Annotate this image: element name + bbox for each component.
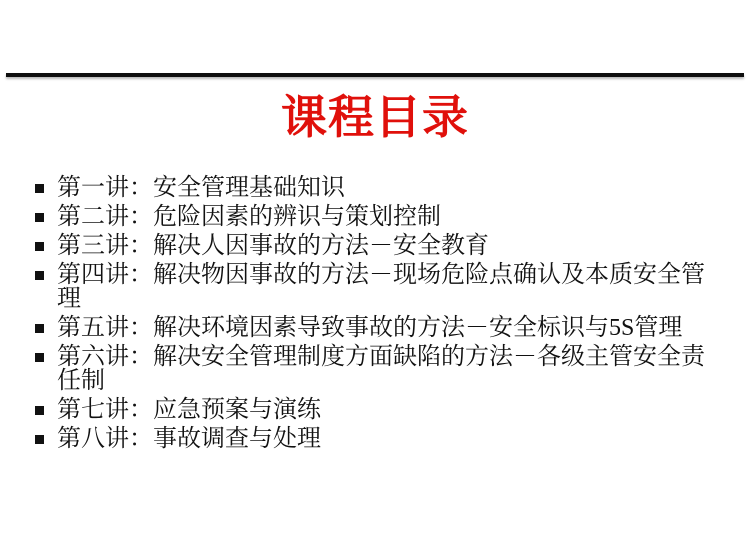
course-list — [35, 176, 730, 456]
list-item-text: 第六讲：解决安全管理制度方面缺陷的方法－各级主管安全责 任制 — [57, 344, 705, 394]
bullet-square-icon — [35, 406, 44, 415]
list-item-text: 第三讲：解决人因事故的方法－安全教育 — [57, 233, 489, 259]
list-item-text: 第一讲：安全管理基础知识 — [57, 175, 345, 201]
bullet-square-icon — [35, 324, 44, 333]
bullet-square-icon — [35, 242, 44, 251]
list-item — [35, 398, 730, 422]
bullet-square-icon — [35, 271, 44, 280]
list-item-text: 第二讲：危险因素的辨识与策划控制 — [57, 204, 441, 230]
list-item — [35, 345, 730, 393]
bullet-square-icon — [35, 184, 44, 193]
list-item — [35, 176, 730, 200]
list-item — [35, 205, 730, 229]
slide-title: 课程目录 — [281, 91, 469, 143]
list-item-text: 第七讲：应急预案与演练 — [57, 397, 321, 423]
list-item-text: 第八讲：事故调查与处理 — [57, 426, 321, 452]
list-item — [35, 316, 730, 340]
list-item — [35, 263, 730, 311]
bullet-square-icon — [35, 435, 44, 444]
list-item — [35, 427, 730, 451]
list-item-text: 第五讲：解决环境因素导致事故的方法－安全标识与5S管理 — [57, 315, 683, 341]
list-item-text: 第四讲：解决物因事故的方法－现场危险点确认及本质安全管 理 — [57, 262, 705, 312]
bullet-square-icon — [35, 353, 44, 362]
bullet-square-icon — [35, 213, 44, 222]
list-item — [35, 234, 730, 258]
divider-line — [6, 73, 744, 77]
